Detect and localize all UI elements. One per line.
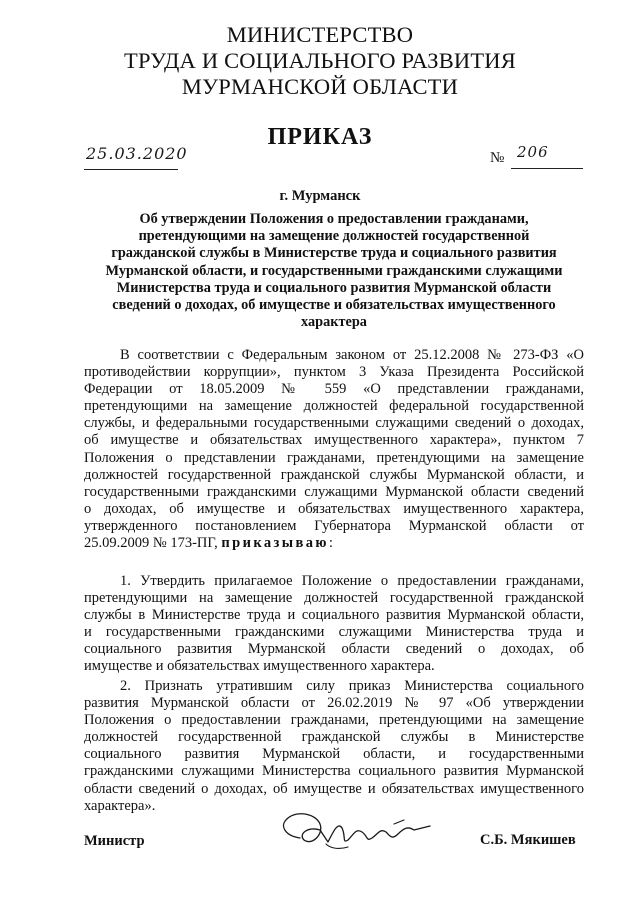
city: г. Мурманск	[279, 188, 361, 204]
item-line: имуществе и обязательствах имущественного характера.	[84, 658, 435, 675]
item-line: социального развития Мурманской области сведений о доходах, об	[84, 641, 584, 658]
order-number: 206	[517, 143, 549, 161]
ministry-line: МУРМАНСКОЙ ОБЛАСТИ	[181, 74, 459, 99]
order-number-label: №	[490, 150, 505, 166]
order-date: 25.03.2020	[86, 144, 188, 163]
preamble-last-line	[84, 535, 584, 552]
heading-line: Министерства труда и социального развития Мурманской области	[116, 279, 552, 296]
item-line: 1. Утвердить прилагаемое Положение о предоставлении гражданами,	[120, 573, 584, 589]
preamble-line: Федерации от 18.05.2009 № 559 «О представлении гражданами,	[84, 381, 584, 398]
preamble-line: об имуществе и обязательствах имущественного характера», пунктом 7	[84, 432, 584, 449]
item-line: Положения о предоставлении гражданами, претендующими на замещение	[84, 712, 584, 729]
preamble-line: 25.09.2009 № 173-ПГ,	[84, 535, 218, 552]
preamble-line: Положения о представлении гражданами, претендующими на замещение	[84, 449, 584, 466]
ministry-header	[0, 22, 640, 100]
preamble-line: службы, и федеральными государственными служащими сведений о доходах,	[84, 415, 584, 432]
item-line: области сведений о доходах, об имуществе и обязательствах имущественного	[84, 780, 584, 797]
item-line: 2. Признать утратившим силу приказ Министерства социального	[120, 678, 584, 694]
heading-line: характера	[301, 314, 367, 331]
preamble-line: о доходах, об имуществе и обязательствах имущественного характера,	[84, 500, 584, 517]
preamble-line: претендующими на замещение должностей федеральной государственной	[84, 398, 584, 415]
preamble-line: должностей государственной гражданской службы Мурманской области, и	[84, 466, 584, 483]
item-line: развития Мурманской области от 26.02.2019 № 97 «Об утверждении	[84, 695, 584, 712]
preamble-line: государственными гражданскими служащими Мурманской области сведений	[84, 483, 584, 500]
order-item-1	[84, 573, 584, 676]
item-line: и государственными гражданскими служащими Министерства труда и	[84, 624, 584, 641]
signatory-name: С.Б. Мякишев	[480, 832, 576, 848]
ministry-line: МИНИСТЕРСТВО	[226, 22, 414, 47]
document-heading	[84, 211, 584, 331]
heading-line: Мурманской области, и государственными гражданскими служащими	[105, 262, 563, 279]
item-line: должностей государственной гражданской службы в Министерстве	[84, 729, 584, 746]
ministry-line: ТРУДА И СОЦИАЛЬНОГО РАЗВИТИЯ	[124, 48, 516, 73]
item-line: характера».	[84, 797, 156, 814]
decree-colon: :	[328, 535, 333, 552]
preamble-line: противодействии коррупции», пунктом 3 Указа Президента Российской	[84, 364, 584, 381]
signatory-position: Министр	[84, 833, 145, 849]
preamble-line: утвержденного постановлением Губернатора Мурманской области от	[84, 517, 584, 534]
preamble-paragraph	[84, 347, 584, 552]
item-line: гражданскими служащими Министерства социального развития Мурманской	[84, 763, 584, 780]
item-line: социального развития Мурманской области, и государственными	[84, 746, 584, 763]
preamble-line: В соответствии с Федеральным законом от 25.12.2008 № 273-ФЗ «О	[120, 347, 584, 363]
handwritten-signature	[268, 800, 438, 860]
heading-line: сведений о доходах, об имуществе и обязательствах имущественного	[112, 297, 556, 314]
item-line: претендующими на замещение должностей государственной гражданской	[84, 590, 584, 607]
heading-line: гражданской службы в Министерстве труда и социального развития	[111, 245, 557, 262]
item-line: службы в Министерстве труда и социального развития Мурманской области,	[84, 607, 584, 624]
order-item-2	[84, 678, 584, 815]
heading-line: Об утверждении Положения о предоставлении гражданами,	[139, 211, 529, 227]
decree-word: приказываю	[221, 535, 329, 552]
heading-line: претендующими на замещение должностей государственной	[138, 228, 530, 245]
order-title: ПРИКАЗ	[267, 124, 373, 150]
